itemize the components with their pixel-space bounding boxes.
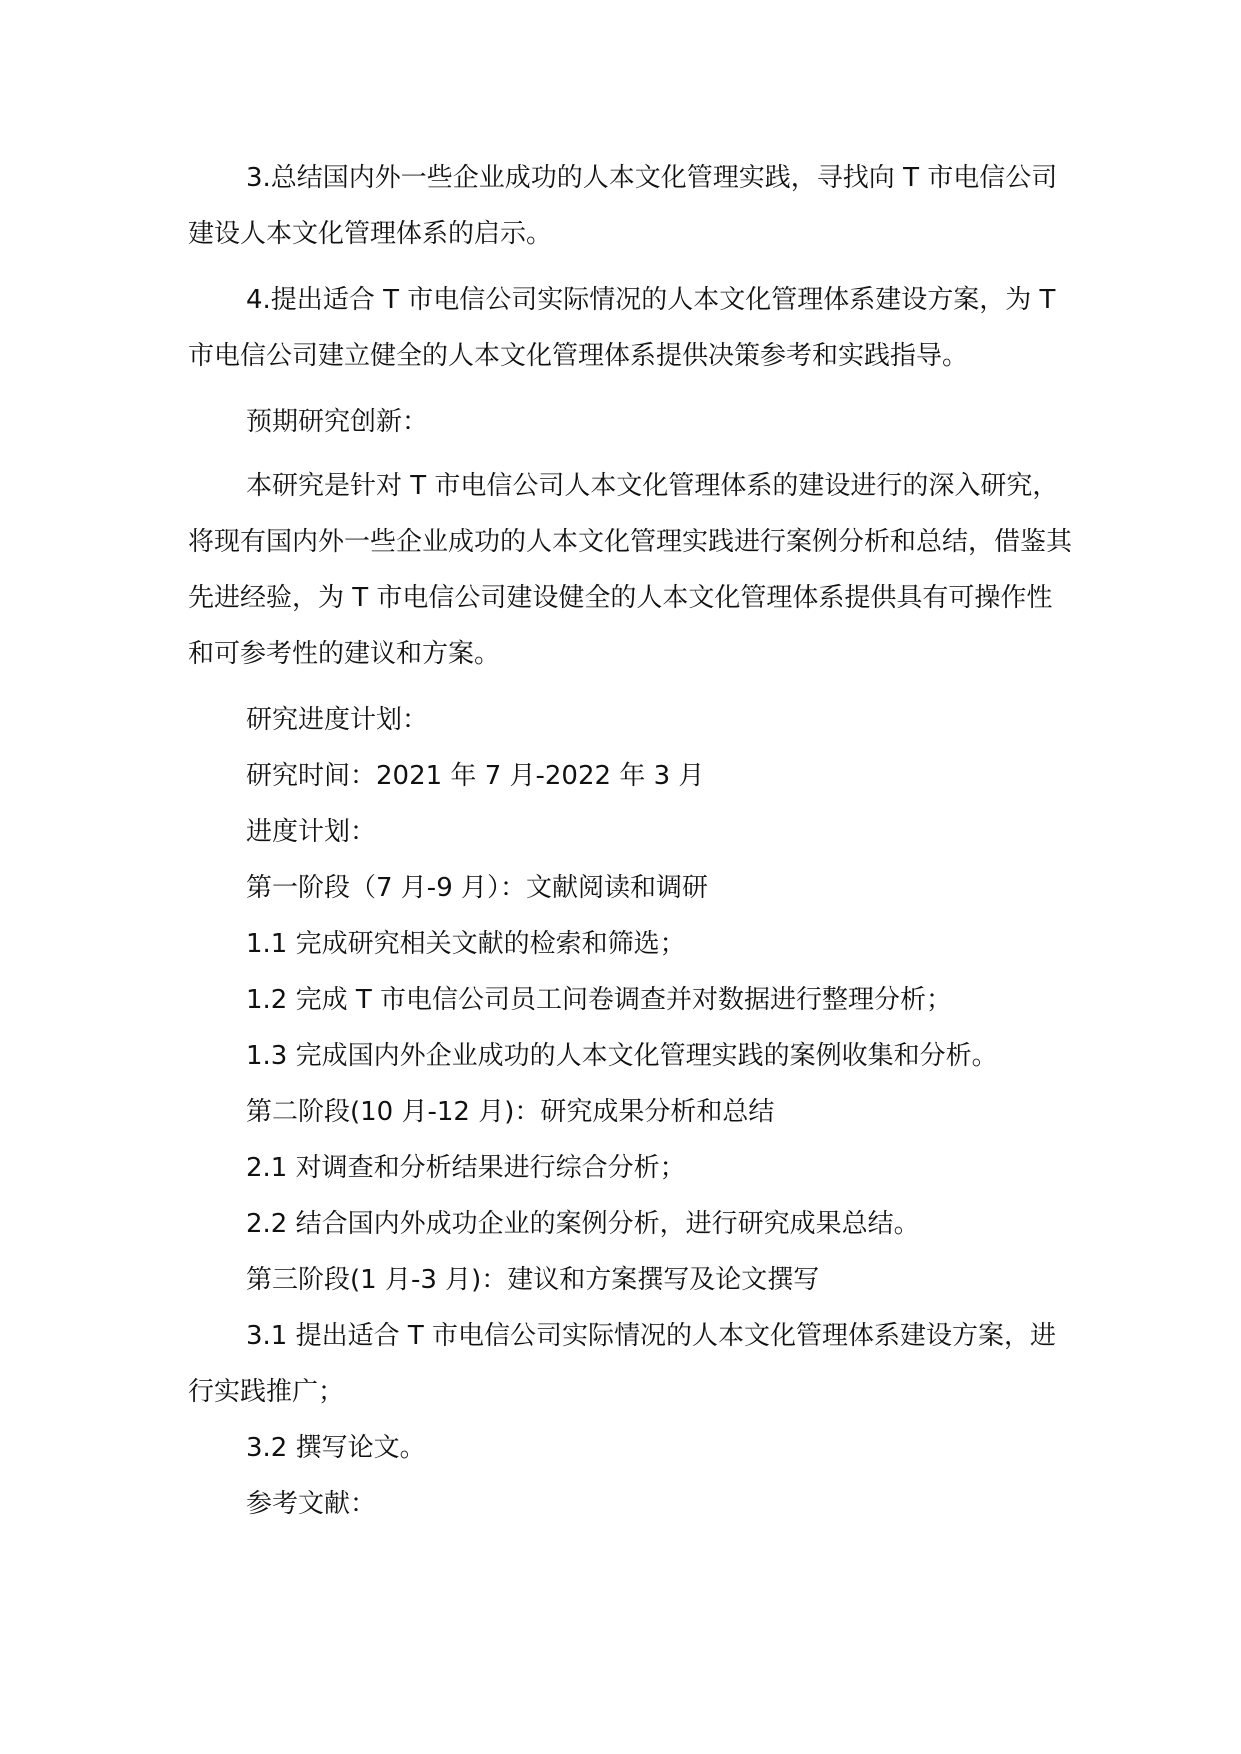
stage-3-item-1: 3.1 提出适合 T 市电信公司实际情况的人本文化管理体系建设方案，进行实践推广； [188, 1321, 1057, 1407]
paragraph-progress-plan: 进度计划： [246, 817, 377, 847]
stage-1-item-1: 1.1 完成研究相关文献的检索和筛选； [246, 929, 686, 959]
section-heading-references: 参考文献： [246, 1489, 377, 1519]
stage-1-item-2: 1.2 完成 T 市电信公司员工问卷调查并对数据进行整理分析； [246, 985, 953, 1015]
stage-1-item-3: 1.3 完成国内外企业成功的人本文化管理实践的案例收集和分析。 [246, 1041, 998, 1071]
paragraph-objective-3: 3.总结国内外一些企业成功的人本文化管理实践，寻找向 T 市电信公司建设人本文化管理体系的启示。 [188, 163, 1058, 249]
section-heading-schedule: 研究进度计划： [246, 705, 429, 735]
paragraph-innovation: 本研究是针对 T 市电信公司人本文化管理体系的建设进行的深入研究，将现有国内外一些企业成功的人本文化管理实践进行案例分析和总结，借鉴其先进经验，为 T 市电信公司建设健全的人本文化管理体系提供具有可操作性和可参考性的建议和方案。 [188, 471, 1073, 669]
paragraph-research-time: 研究时间：2021 年 7 月-2022 年 3 月 [246, 761, 705, 791]
stage-1-heading: 第一阶段（7 月-9 月）：文献阅读和调研 [246, 873, 708, 903]
stage-3-item-2: 3.2 撰写论文。 [246, 1433, 426, 1463]
stage-2-item-2: 2.2 结合国内外成功企业的案例分析，进行研究成果总结。 [246, 1209, 920, 1239]
paragraph-objective-4: 4.提出适合 T 市电信公司实际情况的人本文化管理体系建设方案，为 T 市电信公司建立健全的人本文化管理体系提供决策参考和实践指导。 [188, 285, 1056, 371]
document-body [188, 150, 1076, 1532]
stage-2-heading: 第二阶段(10 月-12 月)：研究成果分析和总结 [246, 1097, 775, 1127]
stage-3-heading: 第三阶段(1 月-3 月)：建议和方案撰写及论文撰写 [246, 1265, 820, 1295]
section-heading-innovation: 预期研究创新： [246, 407, 429, 437]
stage-2-item-1: 2.1 对调查和分析结果进行综合分析； [246, 1153, 686, 1183]
